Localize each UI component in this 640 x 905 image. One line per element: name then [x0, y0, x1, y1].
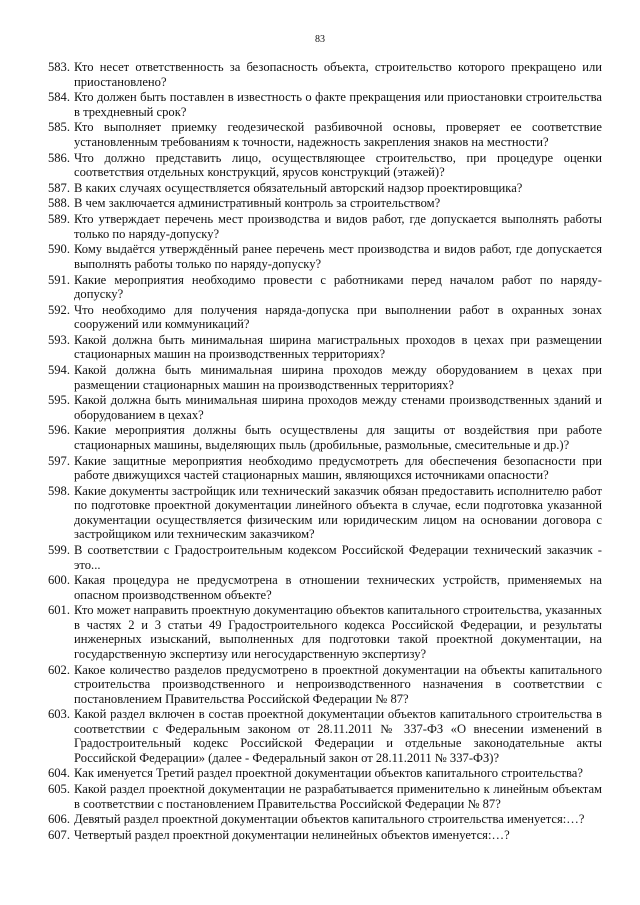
question-item	[26, 543, 602, 572]
question-list	[26, 60, 602, 844]
question-item	[26, 454, 602, 483]
question-item	[26, 212, 602, 241]
question-text: Как именуется Третий раздел проектной документации объектов капитального строительства?	[74, 766, 583, 781]
question-item	[26, 303, 602, 332]
question-item	[26, 60, 602, 89]
question-number: 604.	[47, 766, 70, 781]
question-number: 602.	[47, 662, 70, 677]
question-text: Кто утверждает перечень мест производства и видов работ, где допускается выполнять работы только по наряду-допуску?	[74, 212, 602, 241]
question-number: 591.	[47, 272, 70, 287]
question-item	[26, 333, 602, 362]
question-number: 605.	[47, 782, 70, 797]
question-item	[26, 196, 602, 211]
question-text: Кто может направить проектную документацию объектов капитального строительства, указанных в частях 2 и 3 статьи 49 Градостроительного кодекса Российской Федерации, и результаты инженерных изысканий, выполненных для подготовки такой проектной документации, на государственную экспертизу или негосударственную экспертизу?	[74, 603, 602, 661]
question-item	[26, 120, 602, 149]
question-number: 585.	[47, 120, 70, 135]
question-text: Кто выполняет приемку геодезической разбивочной основы, проверяет ее соответствие установленным требованиям к точности, надежность закрепления знаков на местности?	[74, 120, 602, 149]
question-number: 588.	[47, 196, 70, 211]
question-text: Что необходимо для получения наряда-допуска при выполнении работ в охранных зонах сооружений или коммуникаций?	[74, 302, 602, 332]
question-text: Какой должна быть минимальная ширина магистральных проходов в цехах при размещении стационарных машин на производственных территориях?	[74, 332, 602, 362]
question-text: В чем заключается административный контроль за строительством?	[74, 196, 441, 211]
question-text: Девятый раздел проектной документации объектов капитального строительства именуется:…?	[74, 812, 585, 827]
question-text: Что должно представить лицо, осуществляющее строительство, при процедуре оценки соответствия отдельных конструкций, ярусов конструкций (этажей)?	[74, 150, 602, 180]
question-item	[26, 828, 602, 843]
question-number: 597.	[47, 453, 70, 468]
question-number: 600.	[47, 573, 70, 588]
question-number: 584.	[47, 90, 70, 105]
question-text: Какой должна быть минимальная ширина проходов между стенами производственных зданий и оборудованием в цехах?	[74, 393, 602, 422]
question-item	[26, 181, 602, 196]
question-item	[26, 573, 602, 602]
question-item	[26, 484, 602, 542]
question-text: Кто несет ответственность за безопасность объекта, строительство которого прекращено или приостановлено?	[74, 60, 602, 89]
question-item	[26, 151, 602, 180]
question-item	[26, 707, 602, 765]
question-number: 599.	[47, 543, 70, 557]
question-number: 587.	[47, 180, 70, 195]
question-item	[26, 423, 602, 452]
page-number: 83	[315, 34, 325, 45]
question-item	[26, 242, 602, 271]
question-number: 589.	[47, 212, 70, 227]
question-text: В соответствии с Градостроительным кодексом Российской Федерации технический заказчик - это...	[74, 543, 602, 572]
question-number: 603.	[47, 707, 70, 722]
question-text: Какой раздел проектной документации не разрабатывается применительно к линейным объектам в соответствии с постановлением Правительства Российской Федерации № 87?	[74, 782, 602, 811]
question-text: Какие защитные мероприятия необходимо предусмотреть для обеспечения безопасности при работе движущихся частей стационарных машин, являющихся источниками опасности?	[74, 453, 602, 483]
question-text: Кому выдаётся утверждённый ранее перечень мест производства и видов работ, где допускается выполнять работы только по наряду-допуску?	[74, 242, 602, 271]
question-number: 590.	[47, 242, 70, 257]
question-number: 593.	[47, 332, 70, 347]
question-text: Четвертый раздел проектной документации нелинейных объектов именуется:…?	[74, 828, 510, 842]
question-number: 601.	[47, 603, 70, 618]
question-text: Какой раздел включен в состав проектной документации объектов капитального строительства в соответствии с Федеральным законом от 28.11.2011 № 337-ФЗ «О внесении изменений в Градостроительный кодекс Российской Федерации и отдельные законодательные акты Российской Федерации» (далее - Федеральный закон от 28.11.2011 № 337-ФЗ)?	[74, 707, 602, 765]
question-text: Какой должна быть минимальная ширина проходов между оборудованием в цехах при размещении стационарных машин на производственных территориях?	[74, 363, 602, 392]
question-text: Какая процедура не предусмотрена в отношении технических устройств, применяемых на опасном производственном объекте?	[74, 573, 602, 602]
question-item	[26, 603, 602, 661]
question-number: 592.	[47, 302, 70, 317]
question-number: 598.	[47, 483, 70, 498]
question-text: Кто должен быть поставлен в известность о факте прекращения или приостановки строительства в трехдневный срок?	[74, 90, 602, 119]
question-number: 607.	[47, 828, 70, 842]
question-text: В каких случаях осуществляется обязательный авторский надзор проектировщика?	[74, 180, 523, 195]
question-item	[26, 812, 602, 827]
question-number: 595.	[47, 393, 70, 408]
question-number: 606.	[47, 812, 70, 827]
question-item	[26, 363, 602, 392]
question-item	[26, 90, 602, 119]
question-number: 594.	[47, 363, 70, 378]
question-number: 583.	[47, 60, 70, 74]
question-text: Какие документы застройщик или технический заказчик обязан предоставить исполнителю работ по подготовке проектной документации линейного объекта в случае, если подготовка указанной документации осуществляется физическим или юридическим лицом на основании договора с застройщиком или техническим заказчиком?	[74, 483, 602, 542]
question-item	[26, 393, 602, 422]
question-item	[26, 766, 602, 781]
question-text: Какое количество разделов предусмотрено в проектной документации на объекты капитального строительства производственного и непроизводственного назначения в соответствии с постановлением Правительства Российской Федерации № 87?	[74, 662, 602, 706]
question-text: Какие мероприятия должны быть осуществлены для защиты от воздействия при работе стационарных машины, выделяющих пыль (дробильные, размольные, смесительные и др.)?	[74, 423, 602, 452]
question-item	[26, 782, 602, 811]
question-number: 596.	[47, 423, 70, 438]
question-text: Какие мероприятия необходимо провести с работниками перед началом работ по наряду-допуску?	[74, 272, 602, 301]
question-number: 586.	[47, 150, 70, 165]
question-item	[26, 273, 602, 302]
question-item	[26, 663, 602, 707]
